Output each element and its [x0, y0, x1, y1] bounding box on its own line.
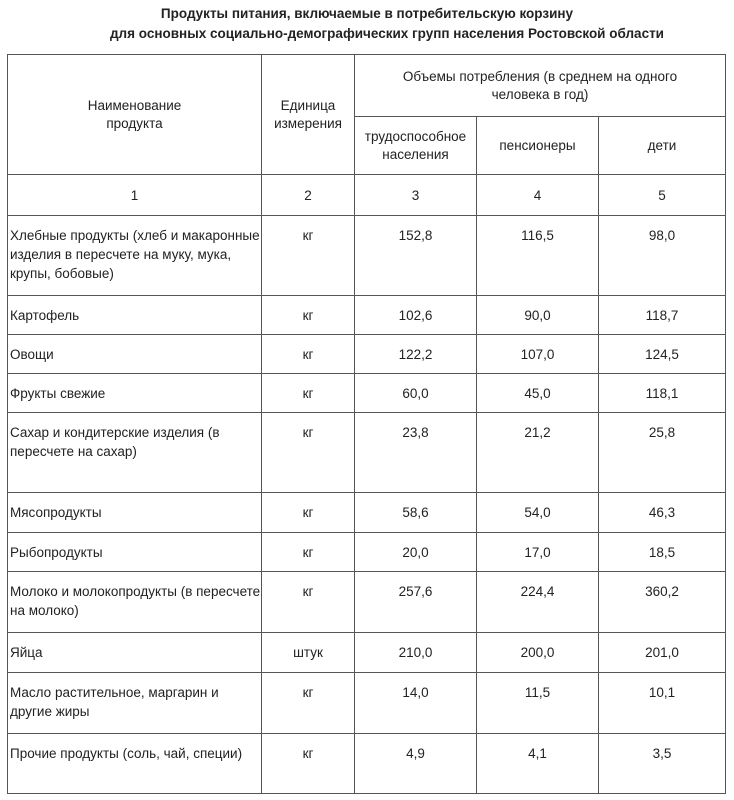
working-value: 60,0	[355, 374, 477, 413]
children-value: 124,5	[599, 335, 726, 374]
pensioners-value: 224,4	[477, 572, 599, 633]
table-row	[8, 413, 726, 493]
consumer-basket-table	[7, 54, 726, 794]
unit-cell: кг	[262, 296, 355, 335]
product-name: Сахар и кондитерские изделия (в пересчете на сахар)	[8, 413, 262, 493]
table-row	[8, 572, 726, 633]
header-consumption-volume: Объемы потребления (в среднем на одного человека в год)	[355, 55, 726, 117]
product-name: Рыбопродукты	[8, 533, 262, 572]
pensioners-value: 17,0	[477, 533, 599, 572]
table-row	[8, 296, 726, 335]
unit-cell: кг	[262, 335, 355, 374]
table-row	[8, 633, 726, 673]
table-row	[8, 335, 726, 374]
working-value: 122,2	[355, 335, 477, 374]
pensioners-value: 54,0	[477, 493, 599, 533]
column-number: 2	[262, 175, 355, 216]
table-row	[8, 734, 726, 794]
children-value: 18,5	[599, 533, 726, 572]
working-value: 152,8	[355, 216, 477, 296]
table-row	[8, 533, 726, 572]
header-product-name: Наименование продукта	[8, 55, 262, 175]
working-value: 20,0	[355, 533, 477, 572]
unit-cell: кг	[262, 493, 355, 533]
children-value: 98,0	[599, 216, 726, 296]
working-value: 14,0	[355, 673, 477, 734]
pensioners-value: 11,5	[477, 673, 599, 734]
header-unit: Единица измерения	[262, 55, 355, 175]
product-name: Хлебные продукты (хлеб и макаронные изделия в пересчете на муку, мука, крупы, бобовые)	[8, 216, 262, 296]
working-value: 58,6	[355, 493, 477, 533]
product-name: Мясопродукты	[8, 493, 262, 533]
children-value: 118,1	[599, 374, 726, 413]
children-value: 46,3	[599, 493, 726, 533]
column-number: 3	[355, 175, 477, 216]
column-number: 4	[477, 175, 599, 216]
product-name: Молоко и молокопродукты (в пересчете на молоко)	[8, 572, 262, 633]
title-line-2: для основных социально-демографических групп населения Ростовской области	[109, 26, 664, 41]
product-name: Фрукты свежие	[8, 374, 262, 413]
header-group-children: дети	[599, 117, 726, 175]
pensioners-value: 4,1	[477, 734, 599, 794]
pensioners-value: 90,0	[477, 296, 599, 335]
title-line-1: Продукты питания, включаемые в потребительскую корзину	[160, 6, 574, 21]
working-value: 23,8	[355, 413, 477, 493]
children-value: 10,1	[599, 673, 726, 734]
children-value: 25,8	[599, 413, 726, 493]
column-number: 1	[8, 175, 262, 216]
unit-cell: кг	[262, 734, 355, 794]
unit-cell: кг	[262, 572, 355, 633]
unit-cell: штук	[262, 633, 355, 673]
children-value: 201,0	[599, 633, 726, 673]
product-name: Масло растительное, маргарин и другие жиры	[8, 673, 262, 734]
children-value: 3,5	[599, 734, 726, 794]
unit-cell: кг	[262, 673, 355, 734]
unit-cell: кг	[262, 533, 355, 572]
children-value: 360,2	[599, 572, 726, 633]
unit-cell: кг	[262, 216, 355, 296]
working-value: 257,6	[355, 572, 477, 633]
pensioners-value: 200,0	[477, 633, 599, 673]
pensioners-value: 45,0	[477, 374, 599, 413]
table-row	[8, 216, 726, 296]
children-value: 118,7	[599, 296, 726, 335]
header-group-pensioners: пенсионеры	[477, 117, 599, 175]
table-row	[8, 374, 726, 413]
column-number: 5	[599, 175, 726, 216]
product-name: Прочие продукты (соль, чай, специи)	[8, 734, 262, 794]
product-name: Яйца	[8, 633, 262, 673]
pensioners-value: 21,2	[477, 413, 599, 493]
product-name: Картофель	[8, 296, 262, 335]
unit-cell: кг	[262, 374, 355, 413]
pensioners-value: 107,0	[477, 335, 599, 374]
header-group-working: трудоспособное населения	[355, 117, 477, 175]
working-value: 102,6	[355, 296, 477, 335]
working-value: 210,0	[355, 633, 477, 673]
document-title	[0, 0, 734, 42]
product-name: Овощи	[8, 335, 262, 374]
table-row	[8, 673, 726, 734]
pensioners-value: 116,5	[477, 216, 599, 296]
working-value: 4,9	[355, 734, 477, 794]
table-row	[8, 493, 726, 533]
unit-cell: кг	[262, 413, 355, 493]
